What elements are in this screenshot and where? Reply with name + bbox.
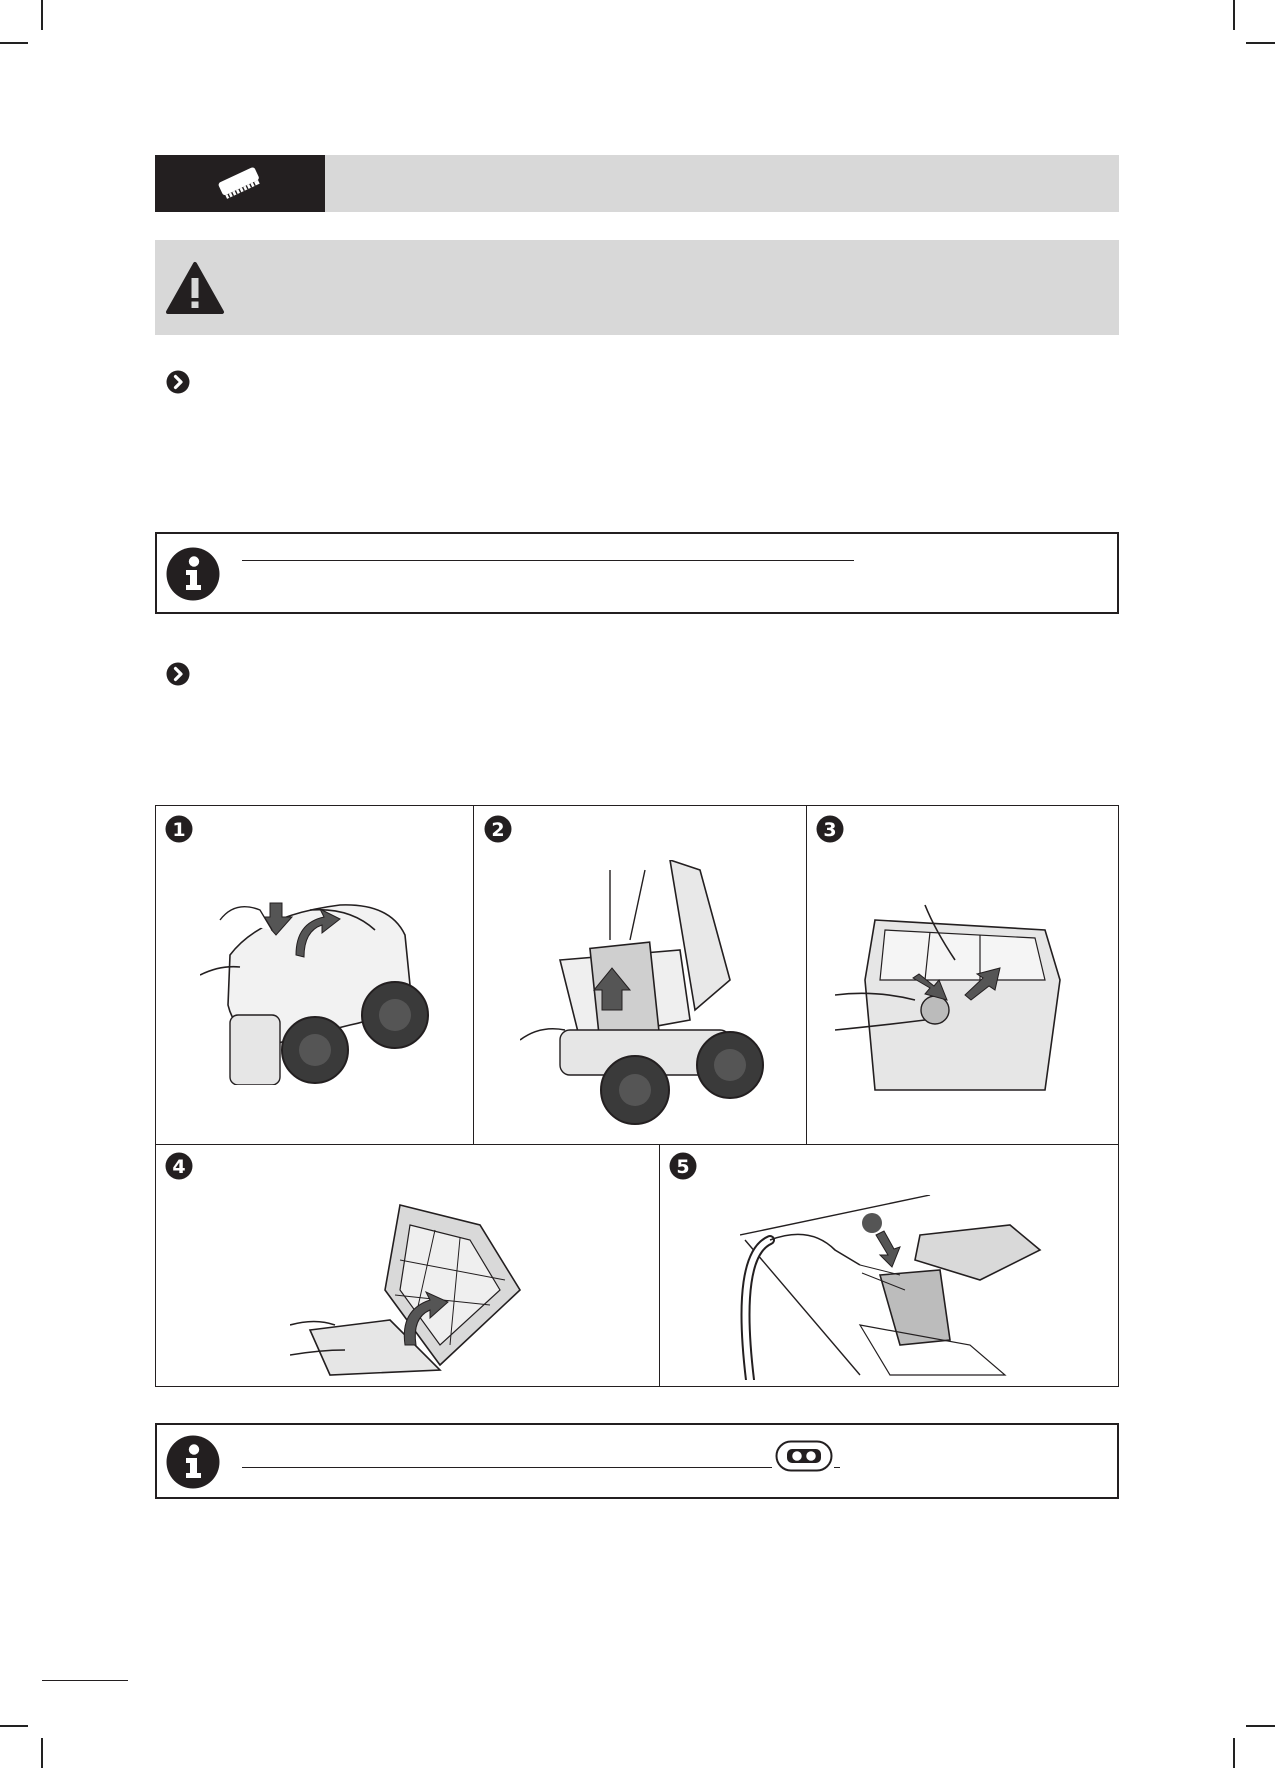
info-underline	[242, 1467, 772, 1468]
panel-divider	[659, 1144, 660, 1387]
robot-cleaner-opening-lid-illustration	[200, 895, 440, 1085]
filter-opening-illustration	[290, 1200, 530, 1380]
svg-text:2: 2	[491, 819, 505, 841]
crop-mark	[1233, 1738, 1235, 1768]
step-5-badge	[669, 1152, 697, 1180]
step-3-badge	[816, 815, 844, 843]
panel-divider	[473, 805, 474, 1144]
crop-mark	[41, 1738, 43, 1768]
crop-mark	[1233, 0, 1235, 30]
warning-triangle-icon	[165, 260, 225, 316]
panel-divider	[806, 805, 807, 1144]
info-underline	[834, 1467, 840, 1468]
info-underline	[242, 560, 854, 561]
crop-mark	[1246, 1725, 1275, 1727]
crop-mark	[41, 0, 43, 30]
info-box	[155, 1423, 1119, 1499]
step-4-badge	[165, 1152, 193, 1180]
svg-text:5: 5	[676, 1156, 690, 1178]
crop-mark	[0, 42, 28, 44]
svg-text:4: 4	[172, 1156, 186, 1178]
brush-icon	[214, 166, 266, 202]
info-icon	[166, 547, 220, 601]
panel-divider	[155, 1144, 1119, 1145]
step-2-badge	[484, 815, 512, 843]
info-box	[155, 532, 1119, 614]
info-icon	[166, 1435, 220, 1489]
crop-mark	[0, 1725, 28, 1727]
robot-cleaner-removing-filter-illustration	[520, 860, 763, 1124]
page-footer-rule	[42, 1680, 128, 1681]
filter-unlatching-illustration	[835, 900, 1070, 1095]
step-1-badge	[165, 815, 193, 843]
section-header-icon-box	[155, 155, 325, 212]
warning-box	[155, 240, 1119, 335]
filter-indicator-icon	[775, 1440, 833, 1472]
svg-text:3: 3	[823, 819, 837, 841]
svg-text:1: 1	[172, 819, 186, 841]
chevron-right-circle-icon	[166, 662, 190, 686]
crop-mark	[1246, 42, 1275, 44]
chevron-right-circle-icon	[166, 370, 190, 394]
filter-rinsing-with-hose-illustration	[740, 1195, 1050, 1380]
